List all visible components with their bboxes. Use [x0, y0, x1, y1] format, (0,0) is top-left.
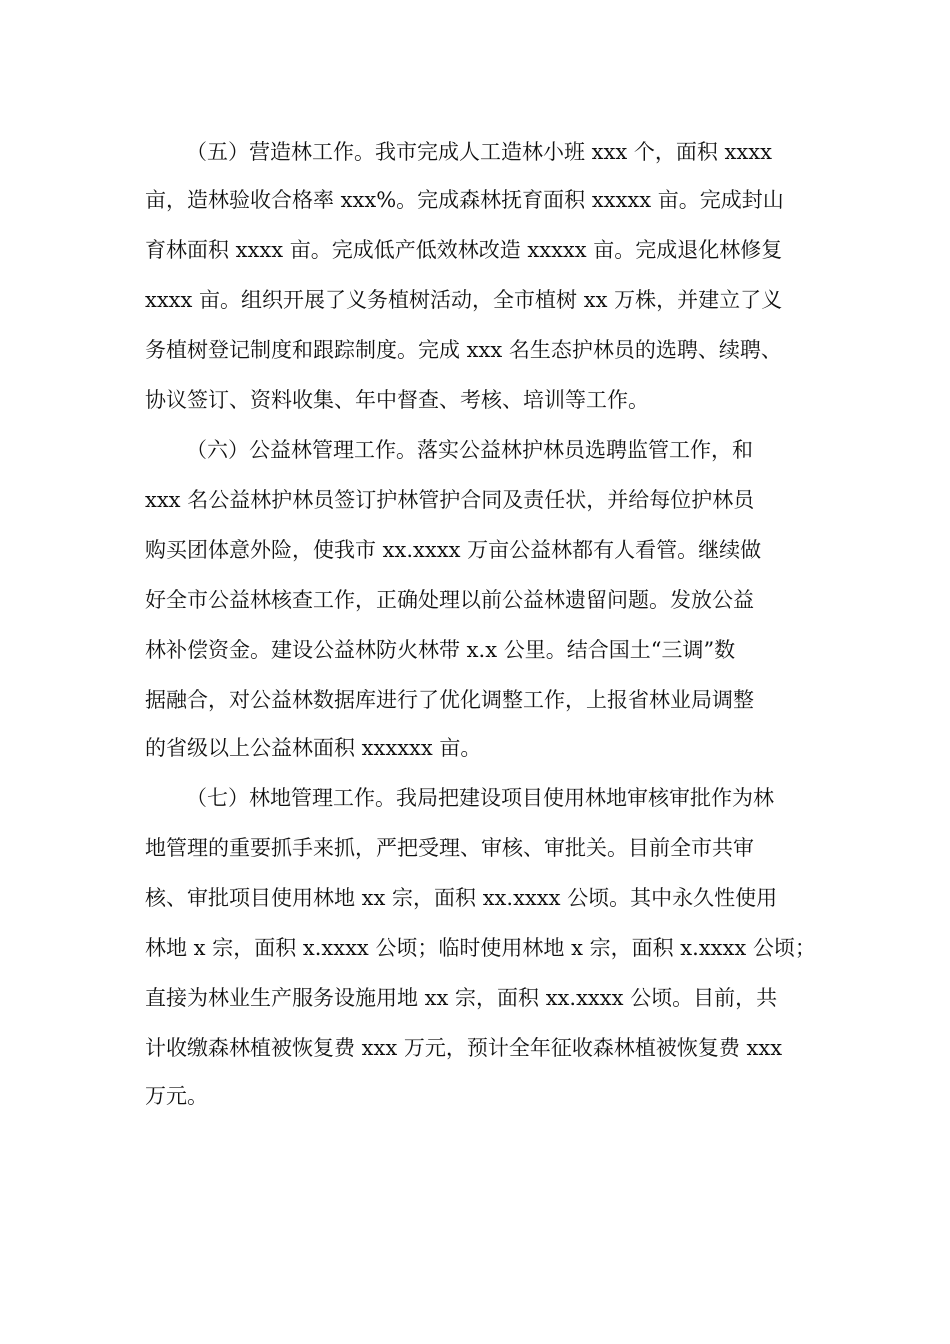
para-6-line-3: 购买团体意外险，使我市 xx.xxxx 万亩公益林都有人看管。继续做 — [145, 538, 762, 562]
para-7-line-5: 直接为林业生产服务设施用地 xx 宗，面积 xx.xxxx 公顷。目前，共 — [145, 986, 778, 1010]
para-6-line-4: 好全市公益林核查工作，正确处理以前公益林遗留问题。发放公益 — [145, 588, 754, 612]
para-6-line-5: 林补偿资金。建设公益林防火林带 x.x 公里。结合国土“三调”数 — [145, 638, 736, 662]
para-7-line-6: 计收缴森林植被恢复费 xxx 万元，预计全年征收森林植被恢复费 xxx — [145, 1036, 783, 1060]
para-5-line-3: 育林面积 xxxx 亩。完成低产低效林改造 xxxxx 亩。完成退化林修复 — [145, 238, 783, 262]
para-7-line-3: 核、审批项目使用林地 xx 宗，面积 xx.xxxx 公顷。其中永久性使用 — [145, 886, 778, 910]
para-7-line-7: 万元。 — [145, 1084, 208, 1108]
para-5-line-2: 亩，造林验收合格率 xxx%。完成森林抚育面积 xxxxx 亩。完成封山 — [145, 188, 784, 212]
para-5-line-6: 协议签订、资料收集、年中督查、考核、培训等工作。 — [145, 388, 649, 412]
para-6-line-6: 据融合，对公益林数据库进行了优化调整工作，上报省林业局调整 — [145, 688, 754, 712]
para-5-line-5: 务植树登记制度和跟踪制度。完成 xxx 名生态护林员的选聘、续聘、 — [145, 338, 782, 362]
para-7-line-1: （七）林地管理工作。我局把建设项目使用林地审核审批作为林 — [186, 786, 774, 810]
para-6-line-1: （六）公益林管理工作。落实公益林护林员选聘监管工作，和 — [186, 438, 753, 462]
para-6-line-2: xxx 名公益林护林员签订护林管护合同及责任状，并给每位护林员 — [145, 488, 755, 512]
para-7-line-4: 林地 x 宗，面积 x.xxxx 公顷；临时使用林地 x 宗，面积 x.xxxx 公顷； — [145, 936, 816, 960]
para-7-line-2: 地管理的重要抓手来抓，严把受理、审核、审批关。目前全市共审 — [145, 836, 754, 860]
para-6-line-7: 的省级以上公益林面积 xxxxxx 亩。 — [145, 736, 482, 760]
para-5-line-4: xxxx 亩。组织开展了义务植树活动，全市植树 xx 万株，并建立了义 — [145, 288, 783, 312]
para-5-line-1: （五）营造林工作。我市完成人工造林小班 xxx 个，面积 xxxx — [186, 140, 772, 164]
